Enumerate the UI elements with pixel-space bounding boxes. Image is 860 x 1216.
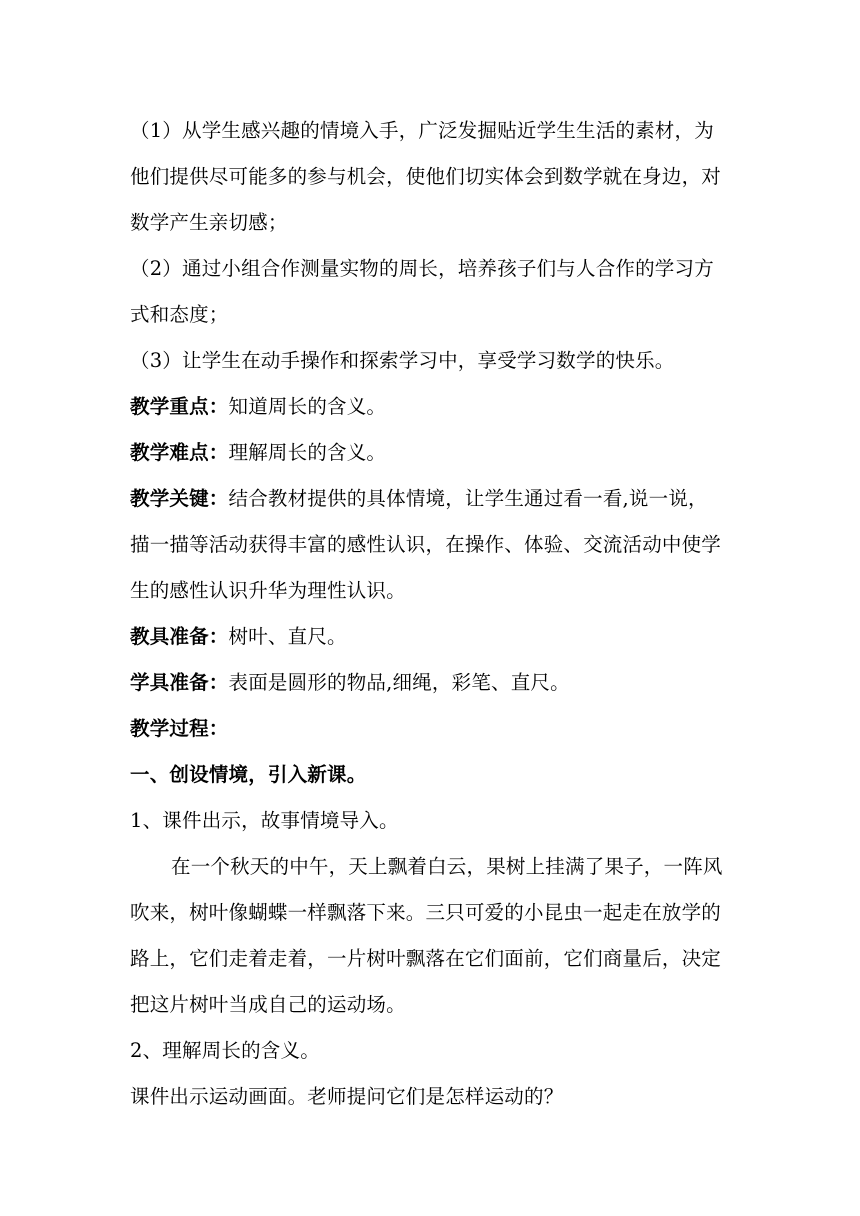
key-link-row — [130, 476, 736, 522]
student-tools-label: 学具准备： — [130, 671, 229, 694]
key-link-text-1: 结合教材提供的具体情境，让学生通过看一看,说一说， — [228, 487, 708, 510]
story-line-4: 把这片树叶当成自己的运动场。 — [130, 993, 406, 1016]
student-tools-text: 表面是圆形的物品,细绳，彩笔、直尺。 — [228, 671, 570, 694]
key-point-row — [130, 384, 736, 430]
key-link-label: 教学关键： — [130, 487, 229, 510]
key-point-label: 教学重点： — [130, 395, 229, 418]
objective-1-line-1: （1）从学生感兴趣的情境入手，广泛发掘贴近学生生活的素材，为 — [130, 119, 714, 142]
teacher-tools-text: 树叶、直尺。 — [228, 625, 347, 648]
story-line-2: 吹来，树叶像蝴蝶一样飘落下来。三只可爱的小昆虫一起走在放学的 — [130, 901, 722, 924]
objective-2-line-1: （2）通过小组合作测量实物的周长，培养孩子们与人合作的学习方 — [130, 257, 714, 280]
teacher-tools-row — [130, 614, 736, 660]
student-tools-row — [130, 660, 736, 706]
difficult-point-text: 理解周长的含义。 — [228, 441, 387, 464]
step-1: 1、课件出示，故事情境导入。 — [130, 809, 399, 832]
key-point-text: 知道周长的含义。 — [228, 395, 387, 418]
step-2: 2、理解周长的含义。 — [130, 1039, 320, 1062]
objective-1-line-3: 数学产生亲切感； — [130, 211, 288, 234]
teacher-tools-label: 教具准备： — [130, 625, 229, 648]
story-line-1: 在一个秋天的中午，天上飘着白云，果树上挂满了果子，一阵风 — [171, 855, 723, 878]
key-link-line-3: 生的感性认识升华为理性认识。 — [130, 579, 406, 602]
last-line: 课件出示运动画面。老师提问它们是怎样运动的？ — [130, 1085, 564, 1108]
difficult-point-row — [130, 430, 736, 476]
difficult-point-label: 教学难点： — [130, 441, 229, 464]
section-one-heading: 一、创设情境，引入新课。 — [130, 763, 367, 786]
key-link-line-2: 描一描等活动获得丰富的感性认识，在操作、体验、交流活动中使学 — [130, 533, 722, 556]
process-heading: 教学过程： — [130, 717, 229, 740]
objective-1-line-2: 他们提供尽可能多的参与机会，使他们切实体会到数学就在身边，对 — [130, 165, 722, 188]
document-page — [130, 108, 736, 1120]
story-line-3: 路上，它们走着走着，一片树叶飘落在它们面前，它们商量后，决定 — [130, 947, 722, 970]
objective-3-line-1: （3）让学生在动手操作和探索学习中，享受学习数学的快乐。 — [130, 349, 675, 372]
objective-2-line-2: 式和态度； — [130, 303, 229, 326]
